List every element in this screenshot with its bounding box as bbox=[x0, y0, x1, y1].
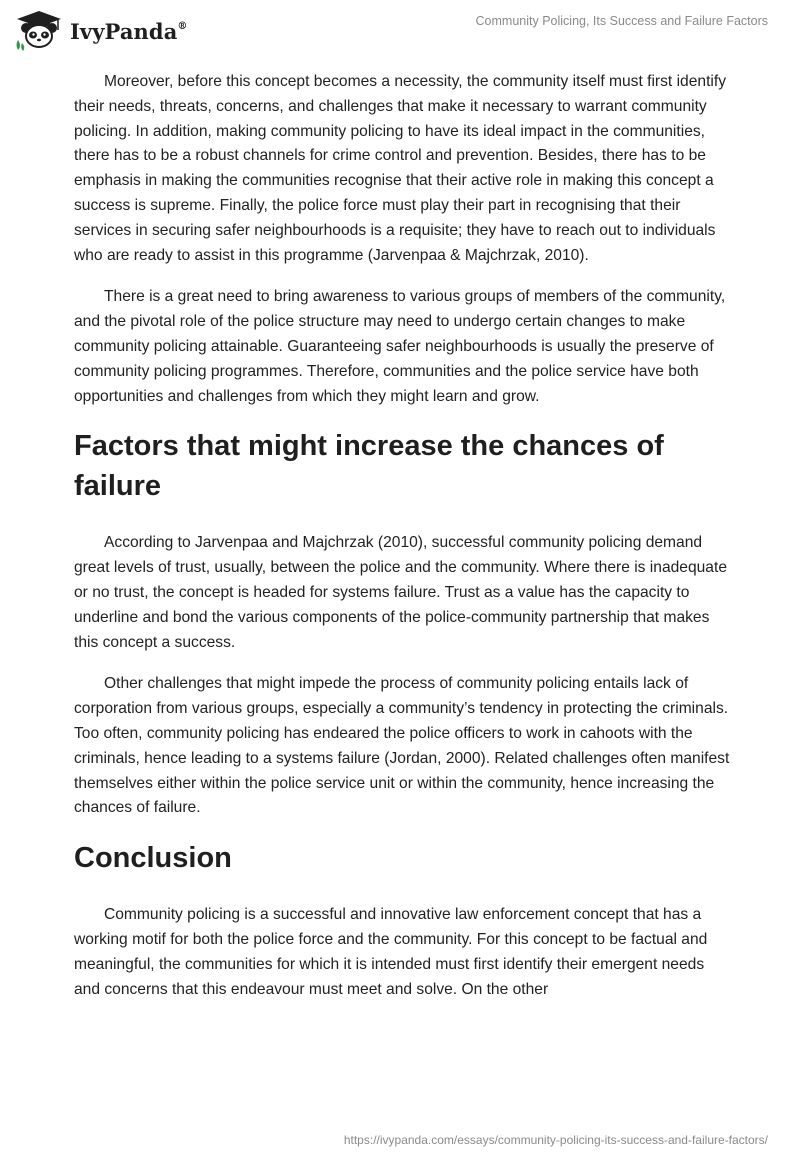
ivypanda-logo[interactable] bbox=[14, 10, 188, 52]
paragraph: According to Jarvenpaa and Majchrzak (2010), successful community policing demand great levels of trust, usually, between the police and the community. Where there is inadequate or no trust, the concept is headed for systems failure. Trust as a value has the capacity to underline and bond the various components of the police-community partnership that makes this concept a success. bbox=[74, 534, 727, 651]
paragraph: Moreover, before this concept becomes a necessity, the community itself must first identify their needs, threats, concerns, and challenges that make it necessary to warrant community policing. In addition, making community policing to have its ideal impact in the communities, there has to be a robust channels for crime control and prevention. Besides, there has to be emphasis in making the communities recognise that their active role in making this concept a success is supreme. Finally, the police force must play their part in recognising that their services in securing safer neighbourhoods is a requisite; they have to reach out to individuals who are ready to assist in this programme (Jarvenpaa & Majchrzak, 2010). bbox=[74, 73, 726, 264]
paragraph: Other challenges that might impede the process of community policing entails lack of corporation from various groups, especially a community’s tendency in protecting the criminals. Too often, community policing has endeared the police officers to work in cahoots with the criminals, hence leading to a systems failure (Jordan, 2000). Related challenges often manifest themselves either within the police service unit or within the community, hence increasing the chances of failure. bbox=[74, 675, 730, 817]
section-heading-failure-factors: Factors that might increase the chances of failure bbox=[74, 430, 664, 503]
essay-content bbox=[74, 70, 734, 1019]
document-title: Community Policing, Its Success and Failure Factors bbox=[475, 14, 768, 28]
brand-name: IvyPanda® bbox=[70, 18, 188, 44]
panda-graduate-icon bbox=[14, 10, 64, 52]
paragraph: There is a great need to bring awareness to various groups of members of the community, and the pivotal role of the police structure may need to undergo certain changes to make community policing attainable. Guaranteeing safer neighbourhoods is usually the preserve of community policing programmes. Therefore, communities and the police service have both opportunities and challenges from which they might learn and grow. bbox=[74, 288, 726, 405]
registered-mark: ® bbox=[177, 20, 188, 32]
paragraph: Community policing is a successful and innovative law enforcement concept that has a working motif for both the police force and the community. For this concept to be factual and meaningful, the communities for which it is intended must first identify their emergent needs and concerns that this endeavour must meet and solve. On the other bbox=[74, 906, 708, 998]
page-header bbox=[0, 0, 800, 70]
source-url[interactable]: https://ivypanda.com/essays/community-policing-its-success-and-failure-factors/ bbox=[343, 1133, 768, 1147]
section-heading-conclusion: Conclusion bbox=[74, 842, 232, 875]
